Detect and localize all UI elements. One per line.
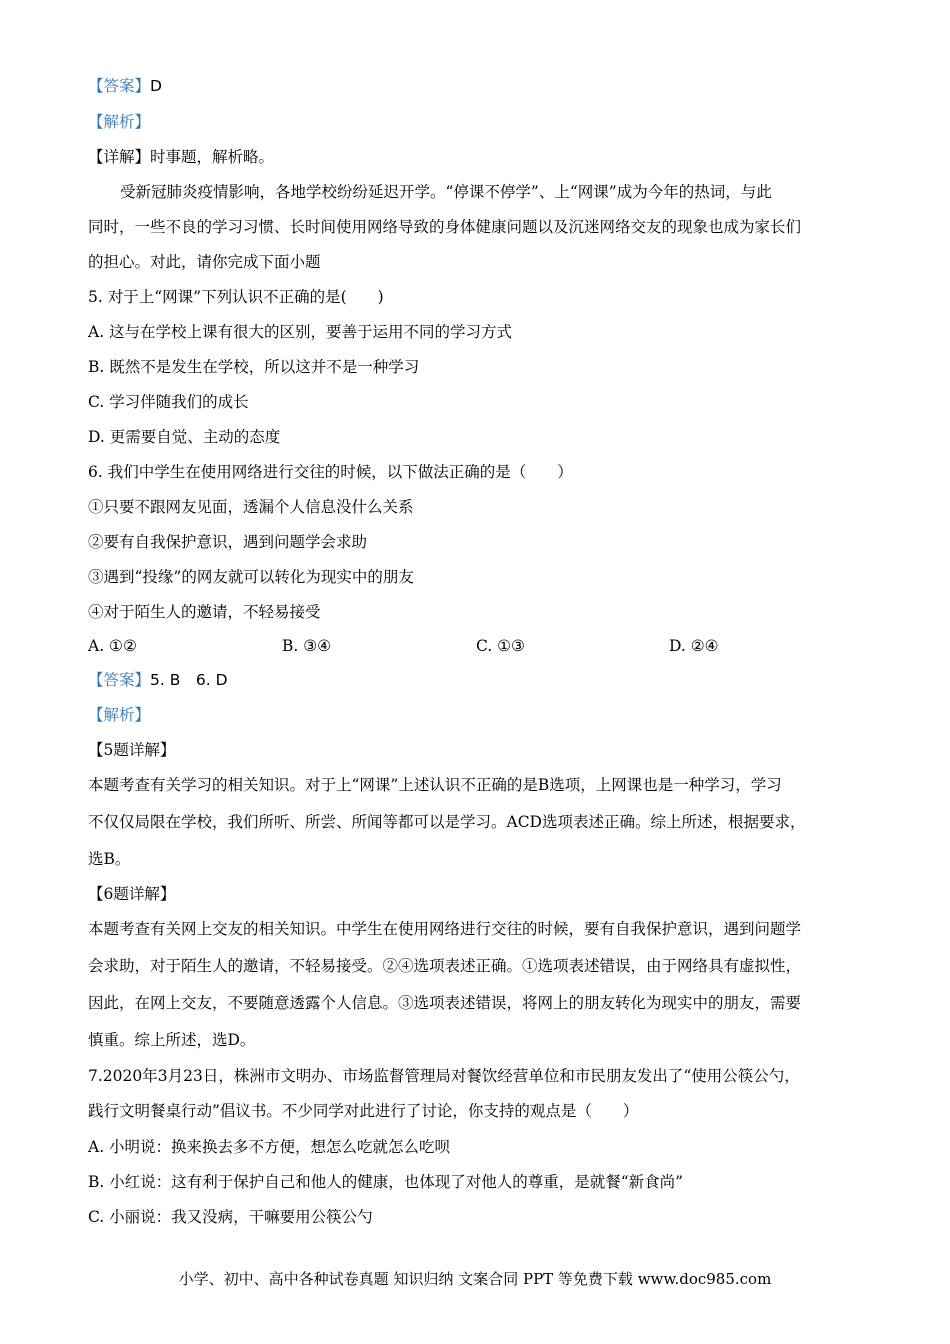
detail-5-line-3: 选B。 [88,850,131,868]
detail-6-line-4: 慎重。综上所述，选D。 [88,1031,256,1049]
page-footer: 小学、初中、高中各种试卷真题 知识归纳 文案合同 PPT 等免费下载 www.doc985.com [178,1270,772,1288]
detail-6-line-3: 因此，在网上交友，不要随意透露个人信息。③选项表述错误，将网上的朋友转化为现实中的朋友，需要 [88,994,802,1012]
question-6-option-c: C. ①③ [476,637,525,655]
detail-6-line-1: 本题考查有关网上交友的相关知识。中学生在使用网络进行交往的时候，要有自我保护意识，遇到问题学 [88,920,802,938]
question-7-option-c: C. 小丽说：我又没病，干嘛要用公筷公勺 [88,1208,373,1226]
detail-line: 【详解】时事题，解析略。 [88,148,275,166]
question-5-option-a: A. 这与在学校上课有很大的区别，要善于运用不同的学习方式 [88,323,513,341]
question-5: 5. 对于上“网课”下列认识不正确的是( ) [88,288,384,306]
question-6-option-a: A. ①② [88,637,137,655]
detail-5-line-2: 不仅仅局限在学校，我们所听、所尝、所闻等都可以是学习。ACD选项表述正确。综上所述，根据要求， [88,813,806,831]
detail-5-heading: 【5题详解】 [88,741,176,759]
question-7-option-b: B. 小红说：这有利于保护自己和他人的健康，也体现了对他人的尊重，是就餐“新食尚” [88,1173,684,1191]
question-5-option-b: B. 既然不是发生在学校，所以这并不是一种学习 [88,358,420,376]
passage-line-2: 同时，一些不良的学习习惯、长时间使用网络导致的身体健康问题以及沉迷网络交友的现象也成为家长们 [88,218,802,236]
question-7-line-2: 践行文明餐桌行动”倡议书。不少同学对此进行了讨论，你支持的观点是（ ） [88,1102,639,1120]
detail-6-line-2: 会求助，对于陌生人的邀请，不轻易接受。②④选项表述正确。①选项表述错误，由于网络具有虚拟性， [88,957,802,975]
detail-6-heading: 【6题详解】 [88,885,176,903]
detail-5-line-1: 本题考查有关学习的相关知识。对于上“网课”上述认识不正确的是B选项，上网课也是一种学习，学习 [88,776,782,794]
question-6-option-b: B. ③④ [282,637,332,655]
question-6-option-d: D. ②④ [669,637,719,655]
answer-line [88,76,162,96]
question-6: 6. 我们中学生在使用网络进行交往的时候，以下做法正确的是（ ） [88,463,573,481]
answer-line-2 [88,670,228,690]
question-6-item-3: ③遇到“投缘”的网友就可以转化为现实中的朋友 [88,568,414,586]
analysis-tag: 【解析】 [88,113,151,131]
question-5-option-c: C. 学习伴随我们的成长 [88,393,249,411]
passage-line-1: 受新冠肺炎疫情影响，各地学校纷纷延迟开学。“停课不停学”、上“网课”成为今年的热词，与此 [120,183,772,201]
analysis-tag-2: 【解析】 [88,706,151,724]
question-5-option-d: D. 更需要自觉、主动的态度 [88,428,281,446]
question-6-item-1: ①只要不跟网友见面，透漏个人信息没什么关系 [88,498,414,516]
question-6-item-4: ④对于陌生人的邀请，不轻易接受 [88,603,321,621]
answer-value: D [150,77,162,95]
answer-tag-2: 【答案】 [88,671,151,689]
question-6-item-2: ②要有自我保护意识，遇到问题学会求助 [88,533,368,551]
passage-line-3: 的担心。对此，请你完成下面小题 [88,253,321,271]
question-7-option-a: A. 小明说：换来换去多不方便，想怎么吃就怎么吃呗 [88,1138,451,1156]
answer-tag: 【答案】 [88,77,151,95]
answer-value-2: 5. B 6. D [150,671,228,689]
question-7-line-1: 7.2020年3月23日，株洲市文明办、市场监督管理局对餐饮经营单位和市民朋友发出了“使用公筷公勺， [88,1067,800,1085]
